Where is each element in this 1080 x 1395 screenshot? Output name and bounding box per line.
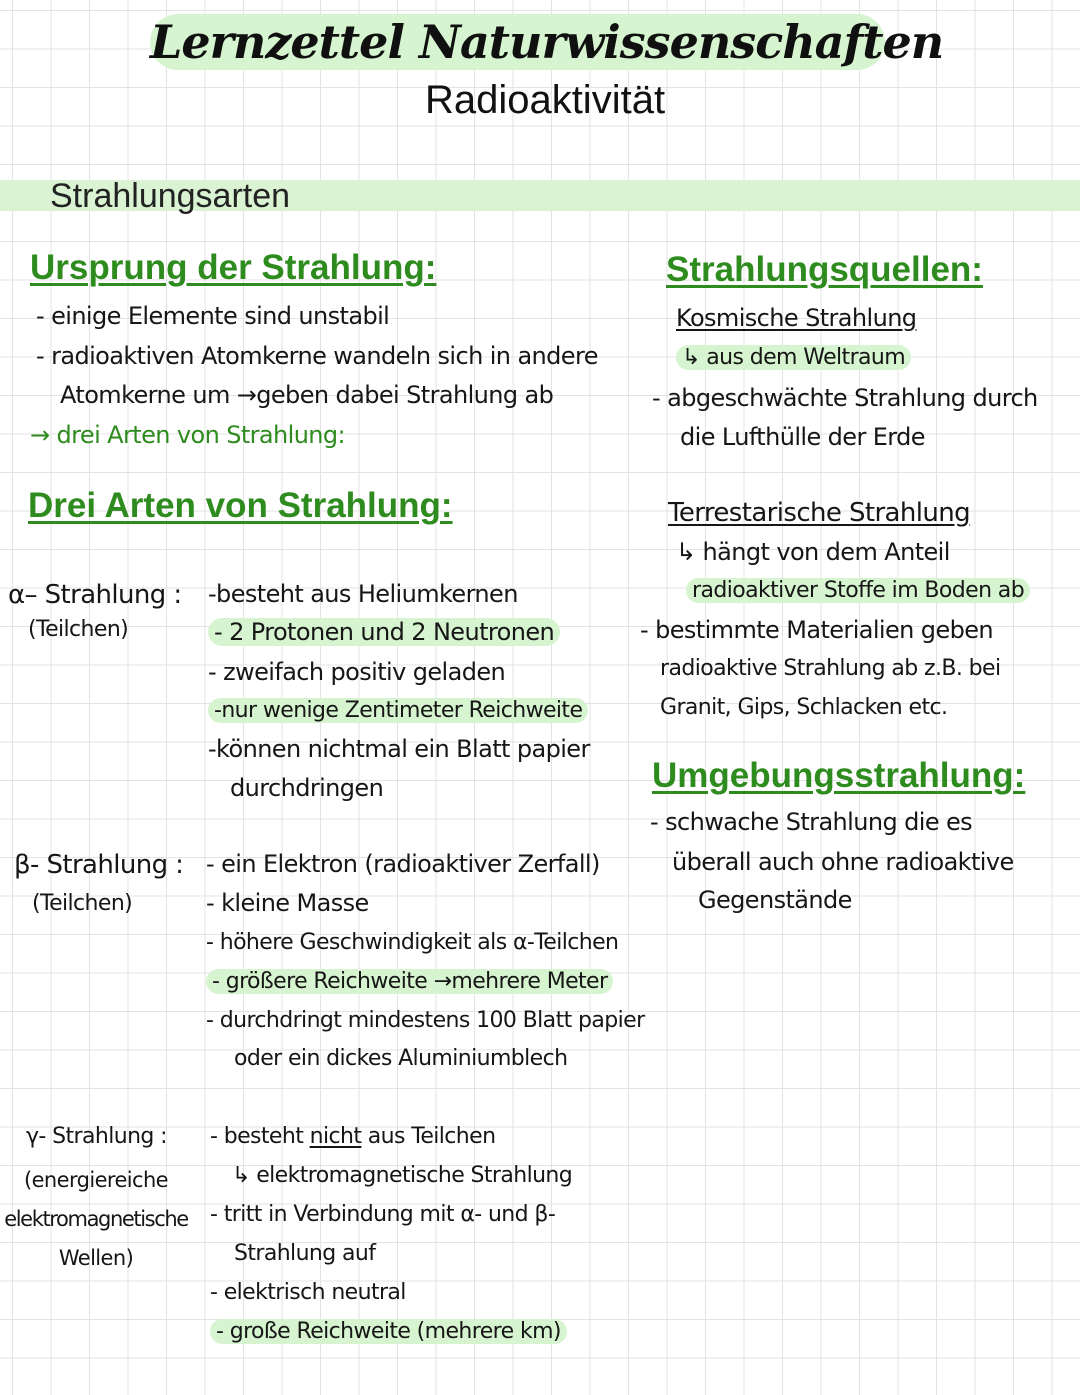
alpha-sub: (Teilchen)	[28, 617, 129, 642]
terrestrisch-line-5: Granit, Gips, Schlacken etc.	[660, 695, 948, 720]
heading-umgebung: Umgebungsstrahlung:	[652, 756, 1026, 795]
beta-line-4	[206, 969, 613, 994]
gamma-sub-2: elektromagnetische	[4, 1207, 188, 1231]
terrestrisch-line-2	[686, 578, 1030, 603]
beta-line-2: - kleine Masse	[206, 889, 369, 917]
beta-line-3: - höhere Geschwindigkeit als α-Teilchen	[206, 930, 619, 955]
umgebung-line-2: überall auch ohne radioaktive	[672, 848, 1014, 876]
section-label: Strahlungsarten	[50, 177, 291, 215]
beta-line-1: - ein Elektron (radioaktiver Zerfall)	[206, 850, 600, 878]
beta-line-5: - durchdringt mindestens 100 Blatt papier	[206, 1008, 645, 1033]
heading-quellen: Strahlungsquellen:	[666, 250, 983, 289]
terrestrisch-line-1: ↳ hängt von dem Anteil	[676, 538, 950, 566]
heading-drei-arten: Drei Arten von Strahlung:	[28, 486, 453, 525]
ursprung-line-4: → drei Arten von Strahlung:	[30, 421, 346, 449]
terrestrisch-line-3: - bestimmte Materialien geben	[640, 616, 994, 644]
alpha-line-3: - zweifach positiv geladen	[208, 658, 506, 686]
kosmisch-line-1	[676, 345, 911, 370]
ursprung-line-1: - einige Elemente sind unstabil	[36, 302, 390, 330]
gamma-line-6	[210, 1319, 567, 1344]
alpha-line-1: -besteht aus Heliumkernen	[208, 580, 518, 608]
page-title: Lernzettel Naturwissenschaften	[150, 15, 944, 69]
gamma-sub	[0, 1161, 192, 1278]
alpha-label: α– Strahlung :	[8, 580, 182, 610]
gamma-sub-1: (energiereiche	[24, 1168, 168, 1192]
gamma-line-2: ↳ elektromagnetische Strahlung	[232, 1163, 573, 1188]
page-subtitle: Radioaktivität	[424, 78, 666, 122]
gamma-line-6-text: - große Reichweite (mehrere km)	[210, 1319, 567, 1344]
alpha-line-6: durchdringen	[230, 774, 384, 802]
alpha-line-2	[208, 618, 560, 646]
alpha-line-4-text: -nur wenige Zentimeter Reichweite	[208, 698, 588, 723]
beta-line-4-text: - größere Reichweite →mehrere Meter	[206, 969, 613, 994]
gamma-line-5: - elektrisch neutral	[210, 1280, 406, 1305]
kosmisch-line-3: die Lufthülle der Erde	[680, 423, 925, 451]
beta-line-6: oder ein dickes Aluminiumblech	[234, 1046, 568, 1071]
kosmisch-title: Kosmische Strahlung	[676, 304, 917, 332]
terrestrisch-line-4: radioaktive Strahlung ab z.B. bei	[660, 656, 1001, 681]
gamma-label: γ- Strahlung :	[26, 1124, 167, 1149]
gamma-line-1: - besteht nicht aus Teilchen	[210, 1124, 496, 1149]
umgebung-line-3: Gegenstände	[698, 886, 852, 914]
kosmisch-line-2: - abgeschwächte Strahlung durch	[652, 384, 1038, 412]
alpha-line-4	[208, 698, 588, 723]
alpha-line-2-text: - 2 Protonen und 2 Neutronen	[208, 618, 560, 646]
umgebung-line-1: - schwache Strahlung die es	[650, 808, 973, 836]
terrestrisch-line-2-text: radioaktiver Stoffe im Boden ab	[686, 578, 1030, 603]
gamma-line-3: - tritt in Verbindung mit α- und β-	[210, 1202, 556, 1227]
ursprung-line-2: - radioaktiven Atomkerne wandeln sich in andere	[36, 342, 598, 370]
beta-label: β- Strahlung :	[14, 850, 184, 880]
beta-sub: (Teilchen)	[32, 891, 133, 916]
gamma-sub-3: Wellen)	[58, 1246, 134, 1270]
ursprung-line-3: Atomkerne um →geben dabei Strahlung ab	[60, 381, 554, 409]
kosmisch-line-1-text: ↳ aus dem Weltraum	[676, 345, 911, 370]
gamma-line-4: Strahlung auf	[234, 1241, 376, 1266]
terrestrisch-title: Terrestarische Strahlung	[668, 498, 971, 528]
heading-ursprung: Ursprung der Strahlung:	[30, 248, 437, 287]
alpha-line-5: -können nichtmal ein Blatt papier	[208, 735, 590, 763]
